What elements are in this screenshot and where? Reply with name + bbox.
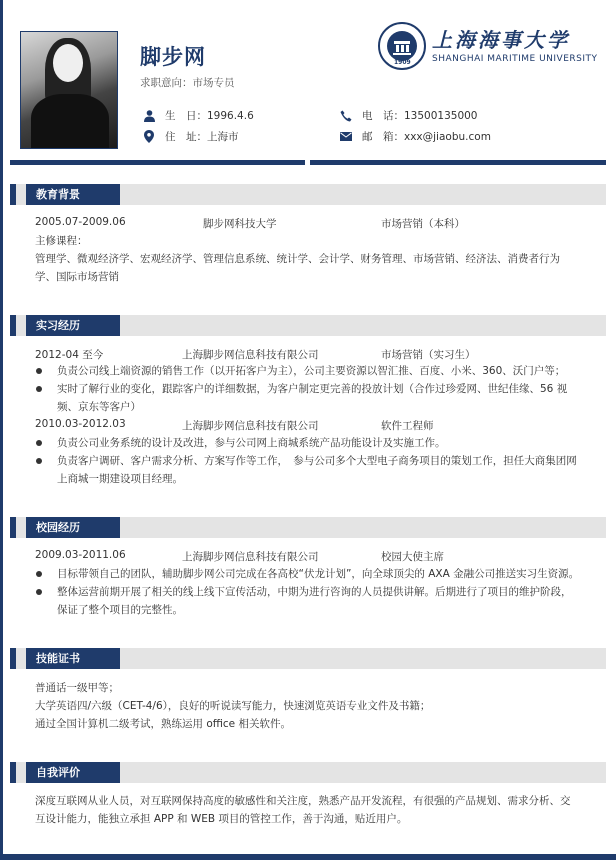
- phone-value: 13500135000: [404, 109, 478, 122]
- list-item: [35, 434, 580, 452]
- university-seal-icon: [378, 22, 426, 70]
- job-company: 上海脚步网信息科技有限公司: [182, 420, 319, 432]
- email-info: [340, 129, 491, 144]
- birth-info: [143, 108, 254, 123]
- email-label: 邮 箱：: [362, 131, 404, 143]
- bullet-text: 整体运营前期开展了相关的线上线下宣传活动，中期为进行咨询的人员提供讲解。后期进行了项目的维护阶段，保证了整个项目的完整性。: [57, 586, 572, 616]
- education-school: 脚步网科技大学: [203, 218, 277, 230]
- section-internship-header: [10, 315, 606, 336]
- address-label: 住 址：: [165, 131, 207, 143]
- education-row: [35, 216, 465, 231]
- list-item: [35, 452, 580, 488]
- skill-line: 普通话一级甲等；: [35, 682, 119, 694]
- section-education-header: [10, 184, 606, 205]
- list-item: [35, 362, 580, 380]
- job-role: 软件工程师: [381, 420, 434, 432]
- bullet-text: 负责公司线上端资源的销售工作（以开拓客户为主），公司主要资源以智汇推、百度、小米、360、沃门户等；: [57, 365, 566, 377]
- university-name-cn: 上海海事大学: [432, 28, 570, 52]
- candidate-name: 脚步网: [140, 45, 206, 69]
- address-info: [143, 129, 239, 144]
- section-title: 技能证书: [26, 648, 120, 669]
- location-pin-icon: [143, 131, 155, 143]
- birth-label: 生 日：: [165, 110, 207, 122]
- header-divider-right: [310, 160, 606, 165]
- birth-value: 1996.4.6: [207, 109, 254, 122]
- job-role: 市场营销（实习生）: [381, 349, 476, 361]
- campus-period: 2009.03-2011.06: [35, 549, 126, 561]
- address-value: 上海市: [207, 131, 239, 143]
- bullet-text: 负责公司业务系统的设计及改进，参与公司网上商城系统产品功能设计及实施工作。: [57, 437, 446, 449]
- email-value: xxx@jiaobu.com: [404, 130, 491, 143]
- section-campus-header: [10, 517, 606, 538]
- courses-list: 管理学、微观经济学、宏观经济学、管理信息系统、统计学、会计学、财务管理、市场营销、经济法、消费者行为学、国际市场营销: [35, 253, 560, 283]
- phone-icon: [340, 110, 352, 122]
- section-self-eval-header: [10, 762, 606, 783]
- resume-header: [0, 0, 616, 170]
- section-title: 教育背景: [26, 184, 120, 205]
- list-item: [35, 565, 580, 583]
- self-evaluation-text: 深度互联网从业人员，对互联网保持高度的敏感性和关注度，熟悉产品开发流程，有很强的产品规划、需求分析、交互设计能力，能独立承担 APP 和 WEB 项目的管控工作，善于沟通，贴近用户。: [35, 795, 571, 825]
- skill-line: 大学英语四/六级（CET-4/6），良好的听说读写能力，快速浏览英语专业文件及书籍；: [35, 700, 431, 712]
- job-row: [35, 347, 476, 362]
- skill-line: 通过全国计算机二级考试，熟练运用 office 相关软件。: [35, 718, 291, 730]
- profile-photo: [20, 31, 118, 149]
- list-item: [35, 380, 580, 416]
- job-period: 2012-04 至今: [35, 349, 104, 361]
- campus-row: [35, 549, 444, 564]
- bullet-text: 负责客户调研、客户需求分析、方案写作等工作， 参与公司多个大型电子商务项目的策划工作，担任大商集团网上商城一期建设项目经理。: [57, 455, 577, 485]
- phone-label: 电 话：: [362, 110, 404, 122]
- job-objective: 求职意向：市场专员: [140, 77, 235, 89]
- job-company: 上海脚步网信息科技有限公司: [182, 349, 319, 361]
- university-name-en: SHANGHAI MARITIME UNIVERSITY: [432, 54, 598, 64]
- bullet-text: 实时了解行业的变化，跟踪客户的详细数据，为客户制定更完善的投放计划（合作过珍爱网、世纪佳缘、56 视频、京东等客户）: [57, 383, 568, 413]
- seal-year: 1909: [394, 59, 411, 66]
- list-item: [35, 583, 580, 619]
- section-title: 实习经历: [26, 315, 120, 336]
- section-skills-header: [10, 648, 606, 669]
- job-row: [35, 418, 434, 433]
- section-title: 校园经历: [26, 517, 120, 538]
- envelope-icon: [340, 131, 352, 143]
- person-icon: [143, 110, 155, 122]
- campus-role: 校园大使主席: [381, 551, 444, 563]
- header-divider-left: [10, 160, 305, 165]
- education-period: 2005.07-2009.06: [35, 216, 126, 228]
- bullet-text: 目标带领自己的团队，辅助脚步网公司完成在各高校“伏龙计划”，向全球顶尖的 AXA 金融公司推送实习生资源。: [57, 568, 580, 580]
- phone-info: [340, 108, 478, 123]
- courses-label: 主修课程：: [35, 235, 88, 247]
- education-major: 市场营销（本科）: [381, 218, 465, 230]
- job-period: 2010.03-2012.03: [35, 418, 126, 430]
- section-title: 自我评价: [26, 762, 120, 783]
- bottom-frame-line: [0, 854, 616, 860]
- campus-company: 上海脚步网信息科技有限公司: [182, 551, 319, 563]
- university-logo: [378, 22, 598, 78]
